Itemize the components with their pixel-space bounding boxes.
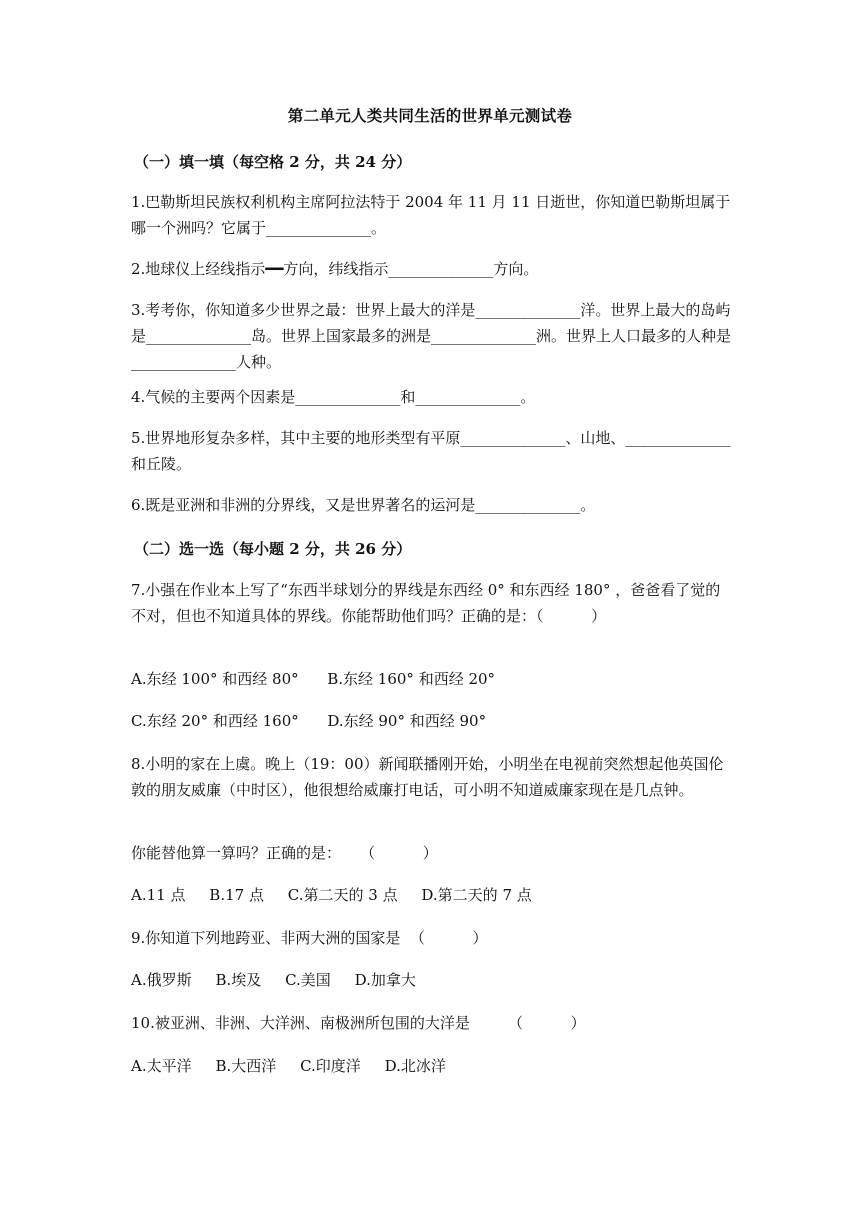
question-9-options: A.俄罗斯 B.埃及 C.美国 D.加拿大: [131, 971, 416, 989]
question-7-options-cd: C.东经 20° 和西经 160° D.东经 90° 和西经 90°: [131, 712, 487, 730]
question-7-options-ab: A.东经 100° 和西经 80° B.东经 160° 和西经 20°: [131, 670, 496, 688]
question-9: 9.你知道下列地跨亚、非两大洲的国家是 （ ）: [131, 929, 488, 947]
question-2: 2.地球仪上经线指示━━方向，纬线指示______________方向。: [131, 260, 539, 278]
question-8-prompt: 你能替他算一算吗？正确的是： （ ）: [131, 844, 438, 862]
question-1: 1.巴勒斯坦民族权利机构主席阿拉法特于 2004 年 11 月 11 日逝世，你知道巴勒斯坦属于哪一个洲吗？它属于______________。: [131, 193, 731, 237]
question-8: 8.小明的家在上虞。晚上（19：00）新闻联播刚开始，小明坐在电视前突然想起他英国伦敦的朋友威廉（中时区），他很想给威廉打电话，可小明不知道威廉家现在是几点钟。: [131, 755, 724, 799]
question-7: 7.小强在作业本上写了“东西半球划分的界线是东西经 0° 和东西经 180° ，爸爸看了觉的不对，但也不知道具体的界线。你能帮助他们吗？正确的是：（ ）: [131, 581, 721, 625]
page-title: 第二单元人类共同生活的世界单元测试卷: [287, 106, 573, 125]
question-10-options: A.太平洋 B.大西洋 C.印度洋 D.北冰洋: [131, 1057, 446, 1075]
question-5: 5.世界地形复杂多样，其中主要的地形类型有平原______________、山地、______________和丘陵。: [131, 429, 731, 473]
question-10: 10.被亚洲、非洲、大洋洲、南极洲所包围的大洋是 （ ）: [131, 1014, 586, 1032]
question-6: 6.既是亚洲和非洲的分界线，又是世界著名的运河是______________。: [131, 496, 596, 514]
section-heading-choice: （二）选一选（每小题 2 分，共 26 分）: [134, 540, 412, 558]
question-4: 4.气候的主要两个因素是______________和______________。: [131, 388, 536, 406]
question-3: 3.考考你，你知道多少世界之最：世界上最大的洋是______________洋。世界上最大的岛屿是______________岛。世界上国家最多的洲是______________洲。世界上人口最多的人种是______________人种。: [131, 301, 732, 371]
question-8-options: A.11 点 B.17 点 C.第二天的 3 点 D.第二天的 7 点: [131, 886, 532, 904]
section-heading-fill: （一）填一填（每空格 2 分，共 24 分）: [134, 153, 412, 171]
